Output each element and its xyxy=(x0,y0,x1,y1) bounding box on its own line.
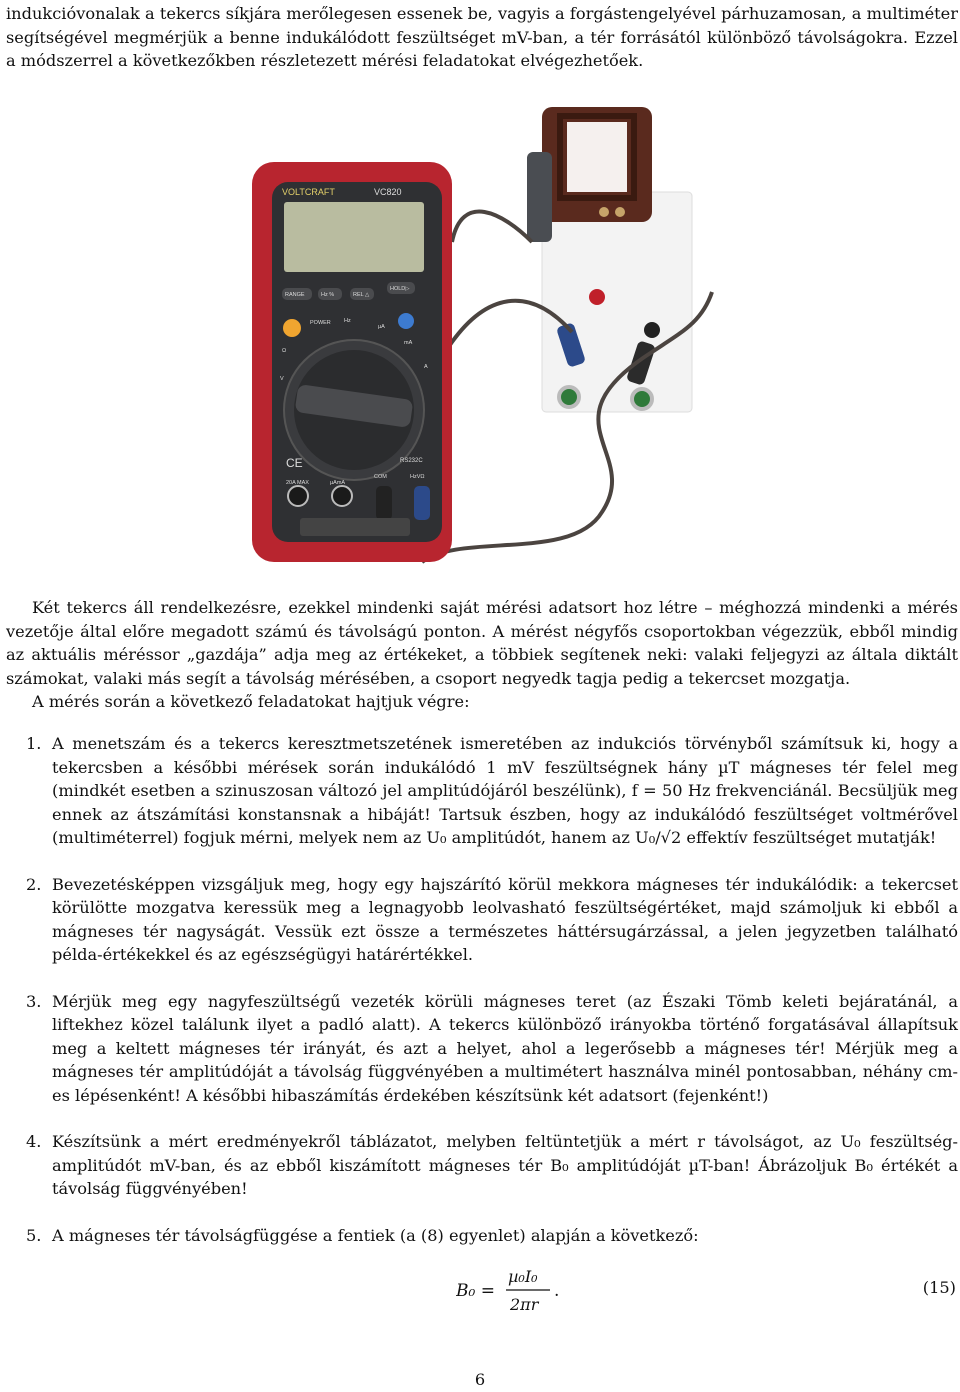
red-terminal xyxy=(589,289,605,305)
svg-text:V: V xyxy=(280,376,284,382)
power-button xyxy=(283,319,301,337)
hz-button-label: Hz % xyxy=(321,292,335,298)
svg-text:mA: mA xyxy=(404,340,413,346)
blue-button xyxy=(398,313,414,329)
list-item: 2. Bevezetésképpen vizsgáljuk meg, hogy egy hajszárító körül mekkora mágneses tér indukálódik: a tekercset körülötte mozgatva keressük meg a legnagyobb leolvasható feszültségértéket, majd számoljuk ki ebből a mágneses tér nagyságát. Vessük ezt össze a természetes háttérsugárzással, a jelen jegyzetben található példa-értékekkel és az egészségügyi határértékkel. xyxy=(26,874,958,964)
svg-text:HzVΩ: HzVΩ xyxy=(410,474,425,480)
ce-mark: CE xyxy=(286,456,303,470)
list-item: 3. Mérjük meg egy nagyfeszültségű vezeték körüli mágneses teret (az Északi Tömb keleti bejáratánál, a liftekhez közel találunk ilyet a padló alatt). A tekercs különböző irányokba történő forgatásával állapítsuk meg a keltett mágneses tér irányát, és azt a helyet, ahol a legerősebb a mágneses tér! Mérjük meg a mágneses tér amplitúdóját a távolság függvényében a multimétert használva minél pontosabban, néhány cm-es lépésenként! A későbbi hibaszámítás érdekében készítsünk két adatsort (fejenként!) xyxy=(26,991,958,1105)
svg-text:POWER: POWER xyxy=(310,320,331,326)
equation-numerator: µ₀I₀ xyxy=(508,1267,538,1286)
equation-denominator: 2πr xyxy=(510,1295,539,1314)
svg-text:20A MAX: 20A MAX xyxy=(286,480,309,486)
equation-number: (15) xyxy=(922,1278,956,1297)
multimeter-photo xyxy=(242,92,720,570)
model-label: VC820 xyxy=(374,187,402,197)
blue-probe-plug xyxy=(414,486,430,520)
list-item: 5. A mágneses tér távolságfüggése a fentiek (a (8) egyenlet) alapján a következő: xyxy=(26,1225,699,1245)
brand-label: VOLTCRAFT xyxy=(282,187,335,197)
svg-text:µAmA: µAmA xyxy=(330,480,346,486)
equation-15 xyxy=(456,1262,616,1322)
body-text xyxy=(6,596,958,714)
multimeter-icon xyxy=(252,162,452,562)
svg-text:A: A xyxy=(424,364,428,370)
equation-lhs: B₀ = xyxy=(456,1281,495,1301)
black-terminal xyxy=(644,322,660,338)
paragraph-measurement-setup: Két tekercs áll rendelkezésre, ezekkel mindenki saját mérési adatsort hoz létre – méghozzá mindenki a mérés vezetője által előre megadott számú és távolságú ponton. A mérést négyfős csoportokban végezzük, ebből mindig az aktuális méréssor „gazdája” adja meg az értékeket, a többiek segítenek neki: valaki feljegyzi az általa diktált számokat, valaki más segít a távolság mérésében, a csoport negyedk tagja pedig a tekercset mozgatja. xyxy=(6,598,958,688)
svg-text:COM: COM xyxy=(374,474,387,480)
paragraph-tasks-intro: A mérés során a következő feladatokat hajtjuk végre: xyxy=(32,692,470,711)
svg-text:Hz: Hz xyxy=(344,318,351,324)
green-terminal-left xyxy=(559,387,579,407)
equation-period: . xyxy=(554,1281,560,1301)
intro-paragraph: indukcióvonalak a tekercs síkjára merőlegesen essenek be, vagyis a forgástengelyével párhuzamosan, a multiméter segítségével megmérjük a benne indukálódott feszültséget mV-ban, a tér forrásától különböző távolságokra. Ezzel a módszerrel a következőkben részletezett mérési feladatokat elvégezhetőek. xyxy=(6,4,958,70)
list-item: 4. Készítsünk a mért eredményekről táblázatot, melyben feltüntetjük a mért r távolságot, az U₀ feszültség-amplitúdót mV-ban, és az ebből kiszámított mágneses tér B₀ amplitúdóját µT-ban! Ábrázoljuk B₀ értékét a távolság függvényében! xyxy=(26,1132,958,1198)
jack-20a xyxy=(288,486,308,506)
rel-button-label: REL △ xyxy=(353,292,370,298)
page-number: 6 xyxy=(474,1370,486,1389)
coil-icon xyxy=(527,107,652,242)
svg-text:Ω: Ω xyxy=(282,348,287,354)
lcd-display xyxy=(284,202,424,272)
task-list xyxy=(6,732,958,1270)
rs232-label: RS232C xyxy=(400,458,423,464)
jack-ua xyxy=(332,486,352,506)
list-item: 1. A menetszám és a tekercs keresztmetszetének ismeretében az indukciós törvényből számítsuk ki, hogy a tekercsben a későbbi mérések során indukálódó 1 mV feszültségnek hány µT mágneses tér felel meg (mindkét esetben a szinuszosan változó jel amplitúdójáról beszélünk), f = 50 Hz frekvenciánál. Becsüljük meg ennek az átszámítási konstansnak a hibáját! Tartsuk észben, hogy az indukálódó feszültséget voltmérővel (multiméterrel) fogjuk mérni, melyek nem az U₀ amplitúdót, hanem az U₀/√2 effektív feszültséget mutatják! xyxy=(26,734,958,847)
green-terminal-right xyxy=(632,389,652,409)
range-button-label: RANGE xyxy=(285,292,305,298)
black-probe-plug xyxy=(376,486,392,520)
hold-button-label: HOLD▷ xyxy=(390,286,410,292)
svg-text:µA: µA xyxy=(378,324,385,330)
